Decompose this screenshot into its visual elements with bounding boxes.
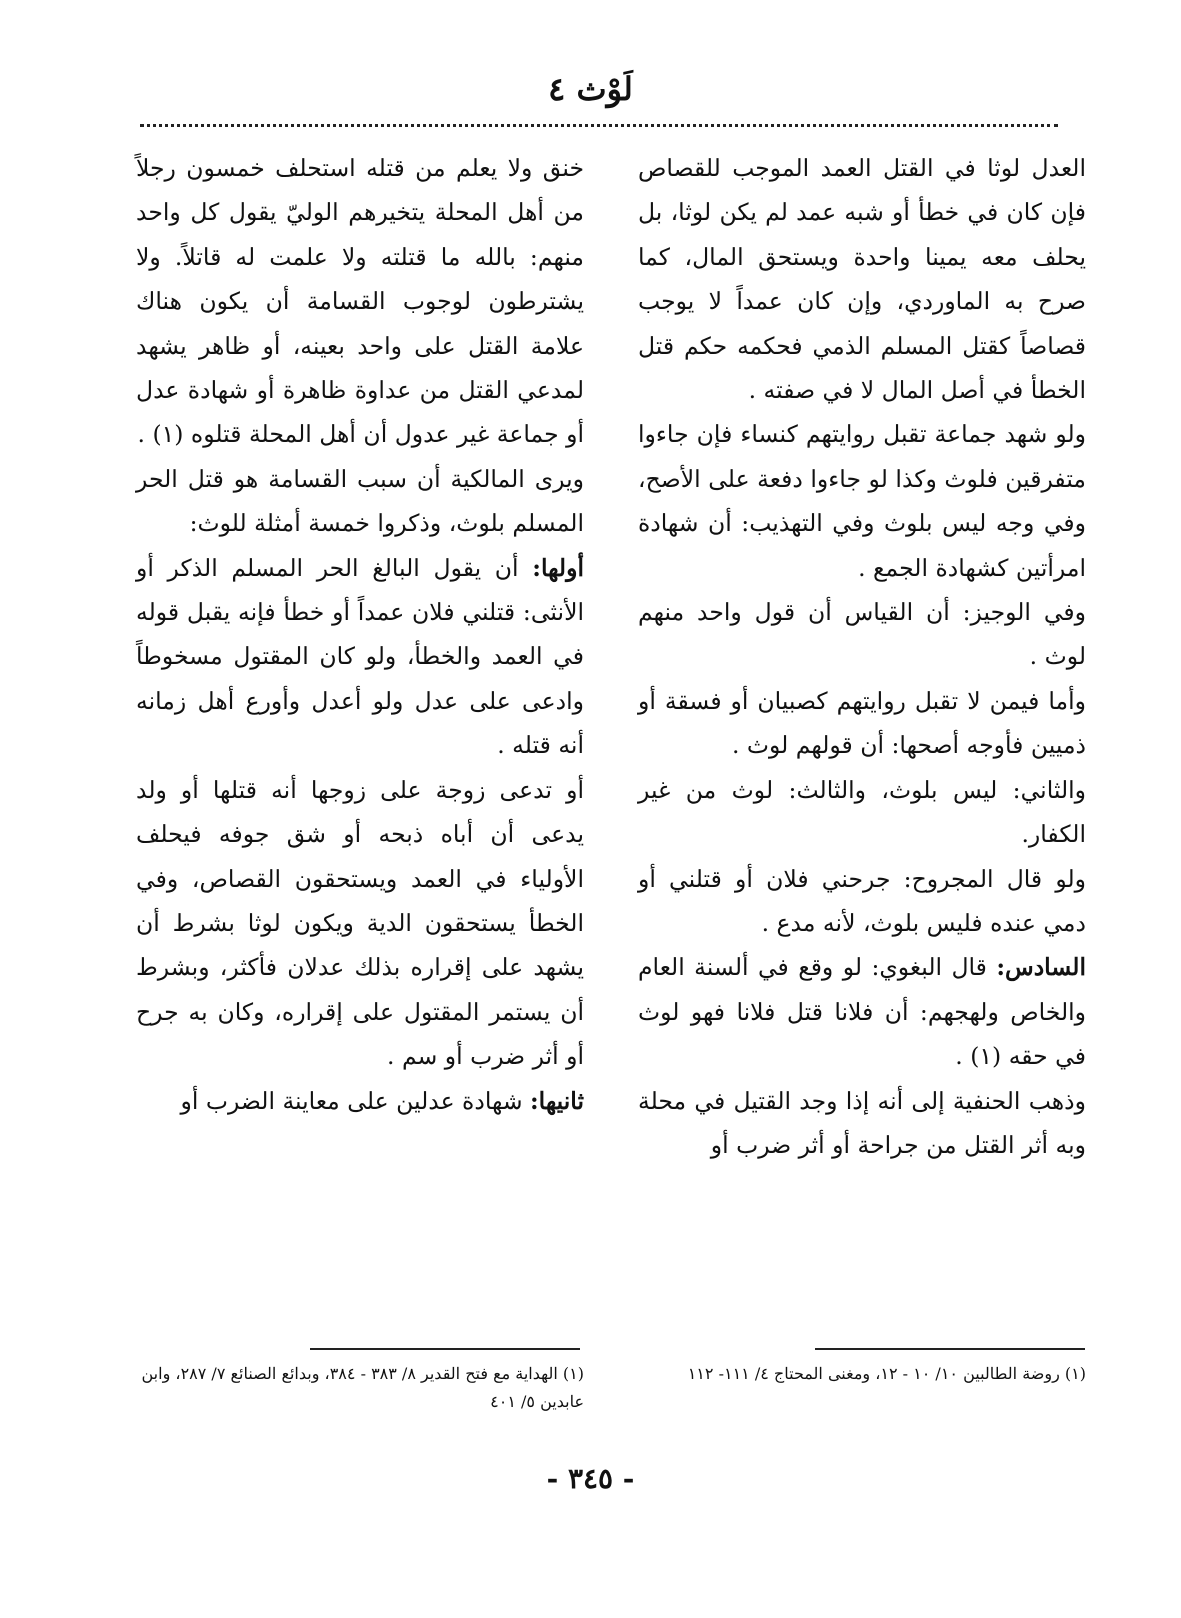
right-paragraph-5: والثاني: ليس بلوث، والثالث: لوث من غير الكفار. (638, 775, 1086, 849)
paragraph-text: أن يقول البالغ الحر المسلم الذكر أو الأنثى: قتلني فلان عمداً أو خطأ فإنه يقبل قوله في العمد والخطأ، ولو كان المقتول مسخوطاً وادعى على عدل ولو أعدل وأورع أهل زمانه أنه قتله . (136, 553, 584, 760)
footnote-separator-right (815, 1348, 1085, 1350)
page-number: - ٣٤٥ - (546, 1462, 635, 1495)
footnote-reference: (١) (970, 1042, 1002, 1071)
right-paragraph-8: وذهب الحنفية إلى أنه إذا وجد القتيل في محلة وبه أثر القتل من جراحة أو أثر ضرب أو (638, 1086, 1086, 1159)
right-paragraph-3: وفي الوجيز: أن القياس أن قول واحد منهم لوث . (638, 598, 1086, 671)
footnote-reference: (١) (152, 420, 184, 449)
paragraph-label: ثانيها: (530, 1086, 584, 1115)
left-paragraph-1 (136, 146, 584, 457)
header-dotted-rule (140, 124, 1058, 127)
paragraph-end: . (955, 1042, 963, 1071)
right-column (638, 146, 1086, 1167)
right-paragraph-1: العدل لوثا في القتل العمد الموجب للقصاص فإن كان في خطأ أو شبه عمد لم يكن لوثا، بل يحلف معه يمينا واحدة ويستحق المال، كما صرح به الماوردي، وإن كان عمداً لا يوجب قصاصاً كقتل المسلم الذمي فحكمه حكم قتل الخطأ في أصل المال لا في صفته . (638, 154, 1086, 405)
right-paragraph-7 (638, 945, 1086, 1078)
left-paragraph-2: ويرى المالكية أن سبب القسامة هو قتل الحر المسلم بلوث، وذكروا خمسة أمثلة للوث: (136, 464, 584, 538)
left-paragraph-5 (136, 1079, 584, 1123)
footnote-separator-left (310, 1348, 580, 1350)
paragraph-end: . (137, 420, 145, 449)
left-paragraph-4: أو تدعى زوجة على زوجها أنه قتلها أو ولد يدعى أن أباه ذبحه أو شق جوفه فيحلف الأولياء في العمد ويستحقون القصاص، وفي الخطأ يستحقون الدية ويكون لوثا بشرط أن يشهد على إقراره بذلك عدلان فأكثر، وبشرط أن يستمر المقتول على إقراره، وكان به جرح أو أثر ضرب أو سم . (136, 775, 584, 1071)
footnote-right: (١) روضة الطالبين ١٠/ ١٠ - ١٢، ومغنى المحتاج ٤/ ١١١- ١١٢ (687, 1364, 1086, 1383)
left-paragraph-3 (136, 546, 584, 768)
running-header-title: لَوْث ٤ (548, 70, 633, 108)
right-paragraph-4: وأما فيمن لا تقبل روايتهم كصبيان أو فسقة أو ذميين فأوجه أصحها: أن قولهم لوث . (638, 686, 1086, 760)
footnote-left: (١) الهداية مع فتح القدير ٨/ ٣٨٣ - ٣٨٤، وبدائع الصنائع ٧/ ٢٨٧، وابن عابدين ٥/ ٤٠١ (141, 1364, 584, 1411)
paragraph-label: السادس: (996, 953, 1086, 982)
left-column (136, 146, 584, 1123)
paragraph-label: أولها: (532, 553, 584, 582)
right-paragraph-6: ولو قال المجروح: جرحني فلان أو قتلني أو دمي عنده فليس بلوث، لأنه مدع . (638, 864, 1086, 937)
right-paragraph-2: ولو شهد جماعة تقبل روايتهم كنساء فإن جاءوا متفرقين فلوث وكذا لو جاءوا دفعة على الأصح، وفي وجه ليس بلوث وفي التهذيب: أن شهادة امرأتين كشهادة الجمع . (638, 420, 1086, 582)
paragraph-text: قال البغوي: لو وقع في ألسنة العام والخاص ولهجهم: أن فلانا قتل فلانا فهو لوث في حقه (638, 953, 1086, 1071)
paragraph-text: شهادة عدلين على معاينة الضرب أو (180, 1086, 523, 1115)
paragraph-text: خنق ولا يعلم من قتله استحلف خمسون رجلاً من أهل المحلة يتخيرهم الوليّ يقول كل واحد منهم: بالله ما قتلته ولا علمت له قاتلاً. ولا يشترطون لوجوب القسامة أن يكون هناك علامة القتل على واحد بعينه، أو ظاهر يشهد لمدعي القتل من عداوة ظاهرة أو شهادة عدل أو جماعة غير عدول أن أهل المحلة قتلوه (136, 154, 584, 449)
